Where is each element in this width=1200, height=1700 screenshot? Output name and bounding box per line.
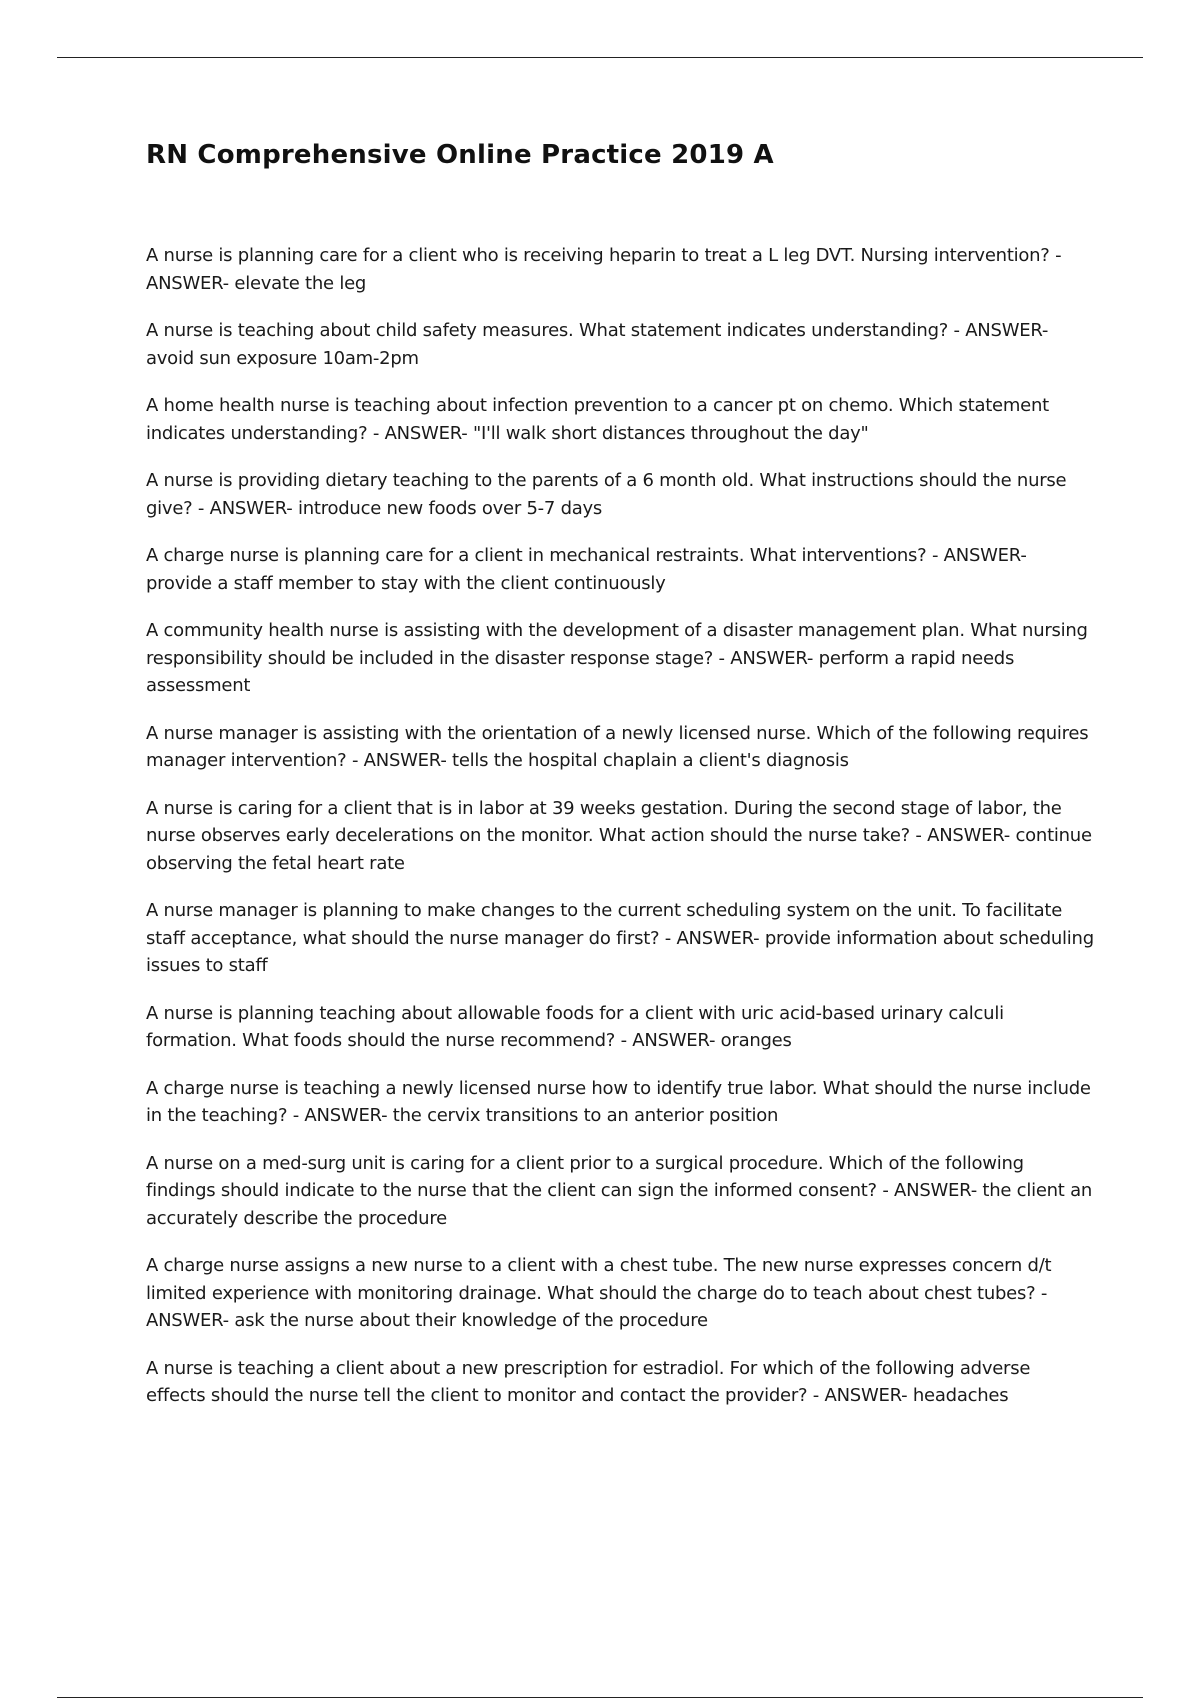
qa-item: A charge nurse assigns a new nurse to a client with a chest tube. The new nurse expresses concern d/t limited experience with monitoring drainage. What should the charge do to teach about chest tubes? - ANSWER- ask the nurse about their knowledge of the procedure (146, 1255, 1052, 1331)
qa-item: A nurse is providing dietary teaching to the parents of a 6 month old. What instructions should the nurse give? - ANSWER- introduce new foods over 5-7 days (146, 470, 1067, 519)
qa-item: A nurse is teaching a client about a new prescription for estradiol. For which of the following adverse effects should the nurse tell the client to monitor and contact the provider? - ANSWER- headaches (146, 1357, 1031, 1406)
top-rule (57, 57, 1143, 58)
qa-item: A nurse manager is assisting with the orientation of a newly licensed nurse. Which of the following requires manager intervention? - ANSWER- tells the hospital chaplain a client's diagnosis (146, 722, 1089, 771)
qa-item: A charge nurse is planning care for a client in mechanical restraints. What interventions? - ANSWER- provide a staff member to stay with the client continuously (146, 545, 1027, 594)
qa-item: A nurse is caring for a client that is in labor at 39 weeks gestation. During the second stage of labor, the nurse observes early decelerations on the monitor. What action should the nurse take? - ANSWER- continue observing the fetal heart rate (146, 797, 1092, 874)
qa-item: A charge nurse is teaching a newly licensed nurse how to identify true labor. What should the nurse include in the teaching? - ANSWER- the cervix transitions to an anterior position (146, 1077, 1091, 1126)
qa-item: A home health nurse is teaching about infection prevention to a cancer pt on chemo. Which statement indicates understanding? - ANSWER- "I'll walk short distances throughout the day" (146, 395, 1049, 444)
qa-item: A nurse on a med-surg unit is caring for a client prior to a surgical procedure. Which of the following findings should indicate to the nurse that the client can sign the informed consent? - ANSWER- the client an accurately describe the procedure (146, 1152, 1093, 1229)
qa-item: A nurse is planning teaching about allowable foods for a client with uric acid-based urinary calculi formation. What foods should the nurse recommend? - ANSWER- oranges (146, 1002, 1004, 1051)
qa-item: A nurse is planning care for a client who is receiving heparin to treat a L leg DVT. Nursing intervention? - ANSWER- elevate the leg (146, 245, 1062, 294)
qa-item: A nurse is teaching about child safety measures. What statement indicates understanding? - ANSWER- avoid sun exposure 10am-2pm (146, 320, 1049, 369)
qa-item: A nurse manager is planning to make changes to the current scheduling system on the unit. To facilitate staff acceptance, what should the nurse manager do first? - ANSWER- provide information about scheduling issues to staff (146, 900, 1094, 976)
question-answer-list (146, 242, 1094, 1430)
bottom-rule (57, 1697, 1143, 1698)
qa-item: A community health nurse is assisting with the development of a disaster management plan. What nursing responsibility should be included in the disaster response stage? - ANSWER- perform a rapid needs assessment (146, 620, 1088, 696)
document-title: RN Comprehensive Online Practice 2019 A (146, 140, 774, 170)
